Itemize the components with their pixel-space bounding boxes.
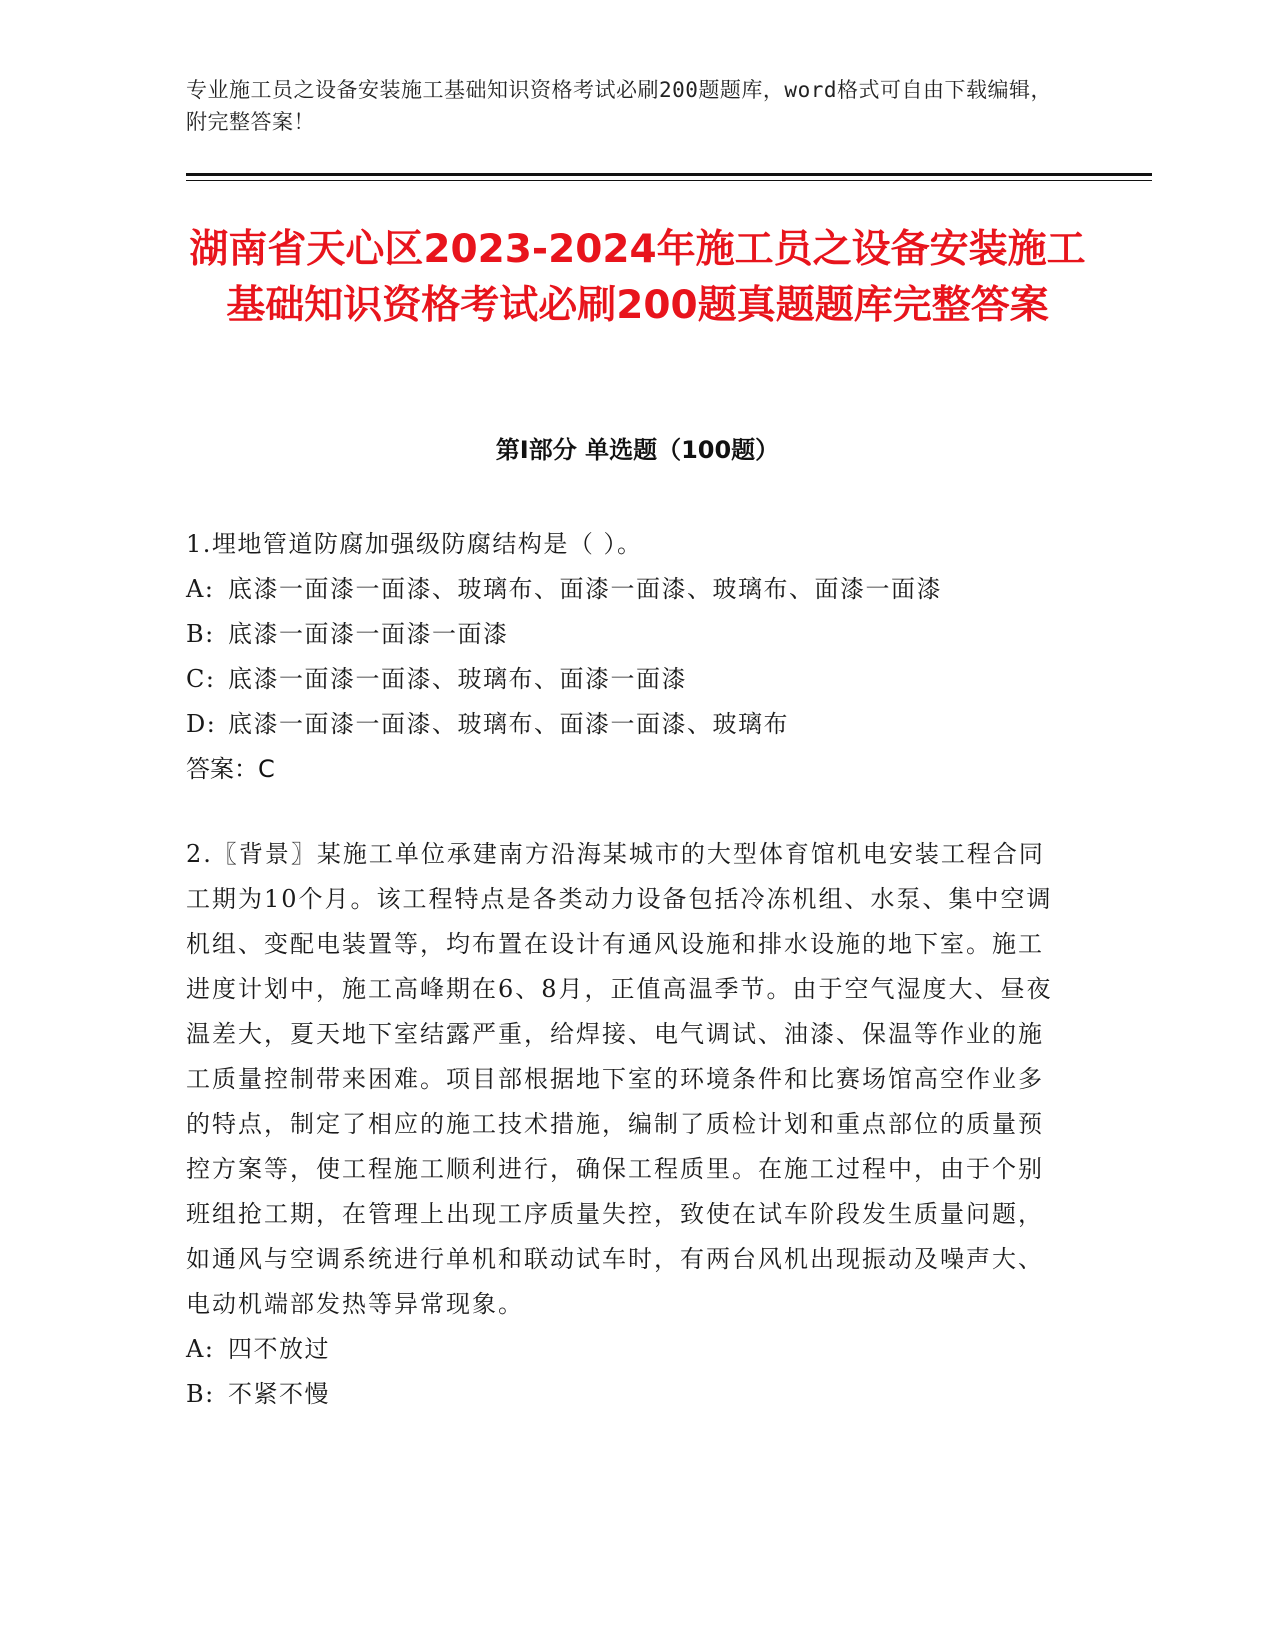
option-key: D: (186, 710, 217, 738)
question-1-option-d (186, 702, 1066, 747)
option-text: 四不放过 (228, 1335, 330, 1363)
option-text: 不紧不慢 (228, 1380, 330, 1408)
header-rule-thick (186, 173, 1152, 176)
option-text: 底漆一面漆一面漆、玻璃布、面漆一面漆 (228, 665, 687, 693)
header-note: 专业施工员之设备安装施工基础知识资格考试必刷200题题库，word格式可自由下载编辑，附完整答案！ (186, 78, 1052, 134)
document-title: 湖南省天心区2023-2024年施工员之设备安装施工基础知识资格考试必刷200题真题题库完整答案 (189, 227, 1086, 328)
question-1-option-c (186, 657, 1066, 702)
question-2-text: 2.〖背景〗某施工单位承建南方沿海某城市的大型体育馆机电安装工程合同工期为10个月。该工程特点是各类动力设备包括冷冻机组、水泵、集中空调机组、变配电装置等，均布置在设计有通风设施和排水设施的地下室。施工进度计划中，施工高峰期在6、8月，正值高温季节。由于空气湿度大、昼夜温差大，夏天地下室结露严重，给焊接、电气调试、油漆、保温等作业的施工质量控制带来困难。项目部根据地下室的环境条件和比赛场馆高空作业多的特点，制定了相应的施工技术措施，编制了质检计划和重点部位的质量预控方案等，使工程施工顺利进行，确保工程质里。在施工过程中，由于个别班组抢工期，在管理上出现工序质量失控，致使在试车阶段发生质量问题，如通风与空调系统进行单机和联动试车时，有两台风机出现振动及噪声大、电动机端部发热等异常现象。 (186, 840, 1053, 1318)
question-2 (186, 832, 1066, 1417)
option-key: A: (186, 1335, 215, 1363)
question-1-option-b (186, 612, 1066, 657)
question-2-option-b (186, 1372, 1066, 1417)
option-key: B: (186, 620, 215, 648)
question-1-option-a (186, 567, 1066, 612)
header-rule-thin (186, 180, 1152, 181)
option-key: B: (186, 1380, 215, 1408)
question-2-option-a (186, 1327, 1066, 1372)
question-1-answer: 答案：C (186, 755, 275, 783)
section-heading: 第Ⅰ部分 单选题（100题） (495, 436, 780, 464)
option-key: A: (186, 575, 215, 603)
option-text: 底漆一面漆一面漆、玻璃布、面漆一面漆、玻璃布、面漆一面漆 (228, 575, 942, 603)
question-1 (186, 522, 1066, 792)
option-text: 底漆一面漆一面漆一面漆 (228, 620, 509, 648)
question-1-text: 1.埋地管道防腐加强级防腐结构是（ ）。 (186, 530, 643, 558)
option-text: 底漆一面漆一面漆、玻璃布、面漆一面漆、玻璃布 (228, 710, 789, 738)
option-key: C: (186, 665, 216, 693)
